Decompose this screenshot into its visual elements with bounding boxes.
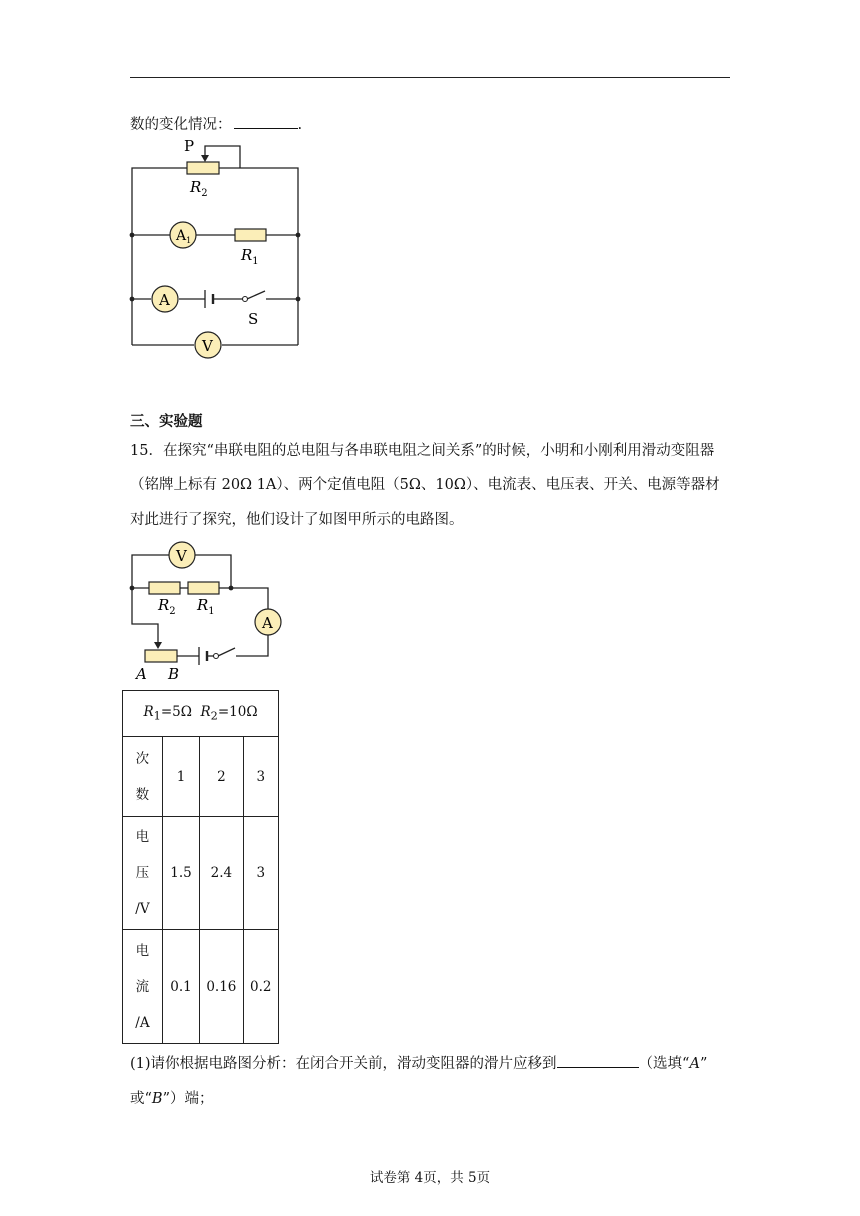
table-cell: 0.2 bbox=[243, 930, 278, 1044]
answer-blank bbox=[557, 1053, 639, 1068]
meter-v-label: V bbox=[202, 337, 213, 355]
switch-contact bbox=[214, 654, 219, 659]
table-row bbox=[123, 930, 279, 1044]
label-p: P bbox=[184, 137, 195, 155]
table-row bbox=[123, 817, 279, 930]
page-footer: 试卷第 4页，共 5页 bbox=[369, 1170, 491, 1186]
table-row bbox=[123, 737, 279, 817]
q15-line-2: （铭牌上标有 20Ω 1A）、两个定值电阻（5Ω、10Ω）、电流表、电压表、开关、电源等器材 bbox=[130, 477, 720, 493]
prev-question-text: 数的变化情况： bbox=[130, 117, 232, 133]
sub-question-1-line-1: (1)请你根据电路图分析：在闭合开关前，滑动变阻器的滑片应移到 （选填“A” bbox=[130, 1052, 707, 1073]
resistor-r2 bbox=[149, 582, 180, 594]
label-r1: $R_1$ bbox=[241, 246, 259, 267]
meter-a-label: A bbox=[159, 291, 170, 309]
label-s: S bbox=[248, 310, 259, 328]
q15-line-3: 对此进行了探究，他们设计了如图甲所示的电路图。 bbox=[130, 512, 464, 528]
meter-v-label: V bbox=[176, 547, 187, 565]
table-cell: 1.5 bbox=[162, 817, 199, 930]
label-end-b: B bbox=[168, 665, 180, 683]
table-cell: 2 bbox=[200, 737, 243, 817]
table-cell: 3 bbox=[243, 817, 278, 930]
prev-question-period: . bbox=[297, 117, 303, 133]
section-title: 三、实验题 bbox=[130, 413, 203, 430]
row-label-cell: 次 数 bbox=[123, 737, 163, 817]
label-r1: $R_1$ bbox=[197, 596, 215, 617]
label-r2: $R_2$ bbox=[158, 596, 176, 617]
table-cell: 0.1 bbox=[162, 930, 199, 1044]
data-table bbox=[122, 690, 279, 1044]
label-r2: $R_2$ bbox=[190, 178, 208, 199]
table-cell: 0.16 bbox=[200, 930, 243, 1044]
row-label-cell: 电 压 /V bbox=[123, 817, 163, 930]
table-header-cell: $R_1=5\Omega$ $R_2=10\Omega$ bbox=[123, 691, 279, 737]
meter-a-label: A bbox=[262, 614, 273, 632]
table-header-row bbox=[123, 691, 279, 737]
slider-arrow-2 bbox=[154, 642, 162, 649]
meter-a1-label: $A_1$ bbox=[176, 228, 192, 245]
table-cell: 2.4 bbox=[200, 817, 243, 930]
label-end-a: A bbox=[136, 665, 147, 683]
row-label-cell: 电 流 /A bbox=[123, 930, 163, 1044]
rheostat bbox=[145, 650, 177, 662]
table-cell: 1 bbox=[162, 737, 199, 817]
table-cell: 3 bbox=[243, 737, 278, 817]
sub-question-1-line-2: 或“B”）端； bbox=[130, 1091, 214, 1107]
q15-line-1: 15．在探究“串联电阻的总电阻与各串联电阻之间关系”的时候，小明和小刚利用滑动变阻器 bbox=[130, 443, 715, 459]
resistor-r1 bbox=[188, 582, 219, 594]
